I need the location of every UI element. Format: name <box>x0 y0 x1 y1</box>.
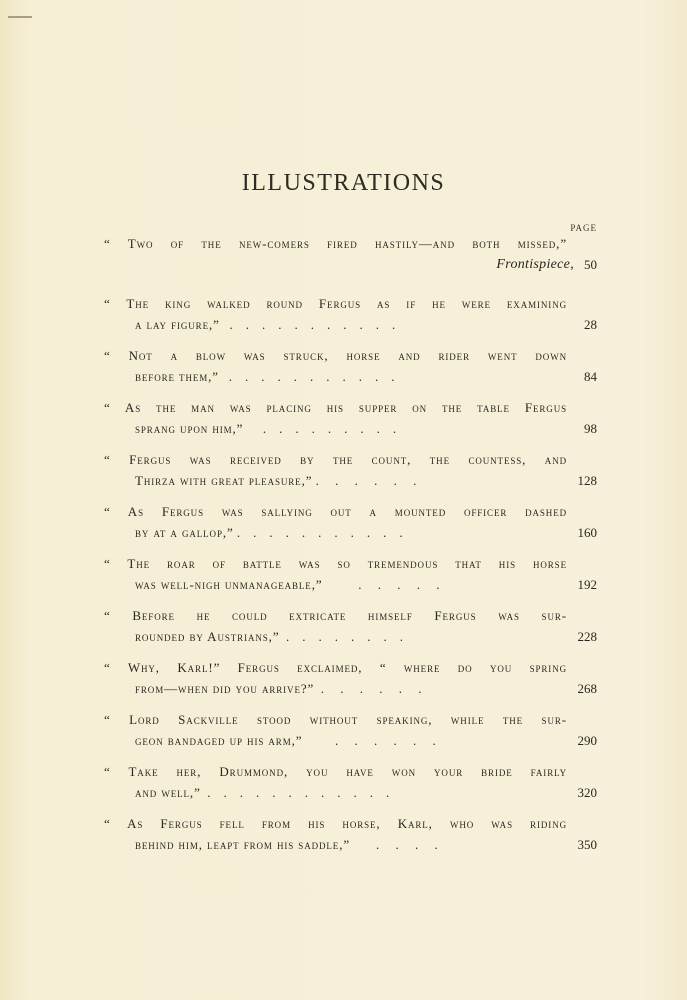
page-number: 28 <box>584 317 597 332</box>
caption-text: by at a gallop,” <box>135 525 234 540</box>
dot-leader: . . . . . . . . . . . . <box>200 785 390 800</box>
page-number: 320 <box>577 785 597 800</box>
caption-line-2 <box>135 473 567 489</box>
list-item <box>0 816 687 858</box>
caption-line-2 <box>135 681 567 697</box>
dot-leader: . . . . . <box>322 577 440 592</box>
caption-line-2 <box>135 525 567 541</box>
dot-leader: . . . . . . <box>312 473 417 488</box>
dot-leader: . . . . . . . . . . . <box>219 317 396 332</box>
list-item <box>0 296 687 338</box>
caption-text: and well,” <box>135 785 201 800</box>
dot-leader: . . . . . . . . . . . <box>218 369 395 384</box>
page-number: 192 <box>577 577 597 592</box>
caption-line-1: “ Take her, Drummond, you have won your bride fairly <box>104 764 567 779</box>
caption-line-2 <box>135 837 567 853</box>
caption-line-1: “ As Fergus fell from his horse, Karl, who was riding <box>104 816 567 831</box>
caption-text: behind him, leapt from his saddle,” <box>135 837 351 852</box>
page-number: 98 <box>584 421 597 436</box>
page-number: 128 <box>577 473 597 488</box>
page-number: 84 <box>584 369 597 384</box>
caption-text: was well-nigh unmanageable,” <box>135 577 323 592</box>
list-item <box>0 608 687 650</box>
dot-leader: . . . . . . <box>314 681 422 696</box>
page-number: 50 <box>584 257 597 272</box>
caption-line-2 <box>135 369 567 385</box>
caption-line-1: “ Two of the new-comers fired hastily—and both missed,” <box>104 236 567 251</box>
dot-leader: . . . . . . <box>302 733 436 748</box>
list-item <box>0 348 687 390</box>
caption-line-1: “ Not a blow was struck, horse and rider went down <box>104 348 567 363</box>
caption-line-1: “ The king walked round Fergus as if he were examining <box>104 296 567 311</box>
list-item <box>0 236 687 278</box>
caption-line-1: “ As Fergus was sallying out a mounted officer dashed <box>104 504 567 519</box>
caption-line-2 <box>135 785 567 801</box>
caption-line-2 <box>135 733 567 749</box>
dot-leader: . . . . . . . . . <box>243 421 397 436</box>
page-title: ILLUSTRATIONS <box>241 170 446 196</box>
caption-line-1: “ As the man was placing his supper on the table Fergus <box>104 400 567 415</box>
list-item <box>0 452 687 494</box>
caption-text: from—when did you arrive?” <box>135 681 315 696</box>
caption-text: rounded by Austrians,” <box>135 629 280 644</box>
caption-line-1: “ Before he could extricate himself Fergus was sur- <box>104 608 567 623</box>
page-column-label: PAGE <box>570 223 597 233</box>
caption-text: Thirza with great pleasure,” <box>135 473 313 488</box>
list-item <box>0 400 687 442</box>
caption-text: geon bandaged up his arm,” <box>135 733 303 748</box>
list-item <box>0 660 687 702</box>
page-number: 350 <box>577 837 597 852</box>
caption-line-1: “ Why, Karl!” Fergus exclaimed, “ where do you spring <box>104 660 567 675</box>
caption-line-1: “ The roar of battle was so tremendous that his horse <box>104 556 567 571</box>
list-item <box>0 712 687 754</box>
caption-text: a lay figure,” <box>135 317 220 332</box>
dot-leader: . . . . <box>350 837 438 852</box>
page-number: 268 <box>577 681 597 696</box>
list-item <box>0 556 687 598</box>
page-number: 160 <box>577 525 597 540</box>
list-item <box>0 764 687 806</box>
caption-line-1: “ Fergus was received by the count, the countess, and <box>104 452 567 467</box>
caption-line-2: Frontispiece, <box>496 257 574 272</box>
caption-line-2 <box>135 629 567 645</box>
caption-line-2 <box>135 577 567 593</box>
caption-line-2 <box>135 317 567 333</box>
caption-line-1: “ Lord Sackville stood without speaking, while the sur- <box>104 712 567 727</box>
caption-line-2 <box>135 421 567 437</box>
caption-text: before them,” <box>135 369 219 384</box>
page-number: 290 <box>577 733 597 748</box>
page-number: 228 <box>577 629 597 644</box>
margin-mark <box>8 16 32 18</box>
list-item <box>0 504 687 546</box>
caption-text: sprang upon him,” <box>135 421 244 436</box>
dot-leader: . . . . . . . . . . . <box>233 525 403 540</box>
dot-leader: . . . . . . . . <box>279 629 403 644</box>
